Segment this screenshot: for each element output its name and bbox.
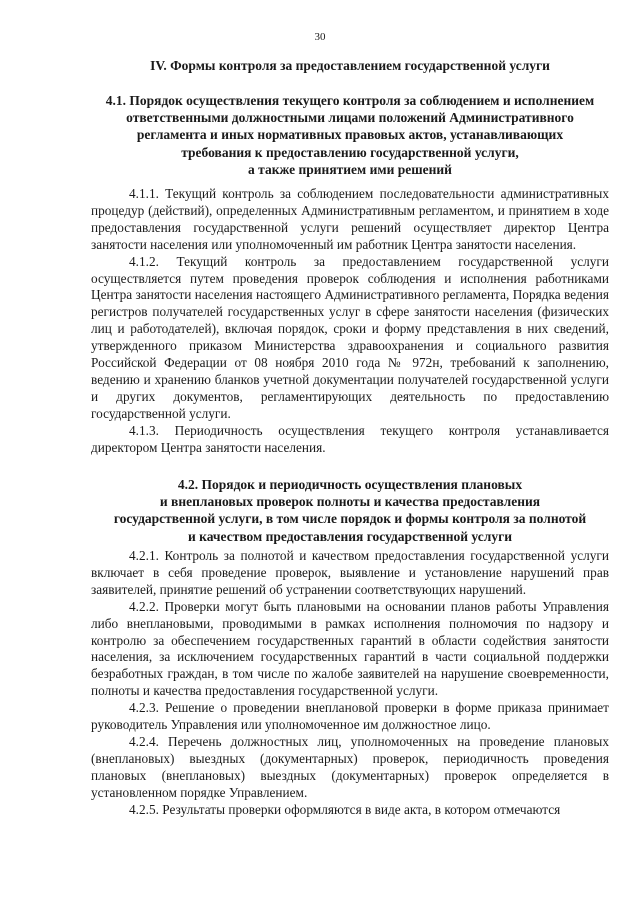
heading-line: регламента и иных нормативных правовых актов, устанавливающих	[136, 127, 564, 143]
heading-line: а также принятием ими решений	[248, 161, 452, 177]
heading-line: 4.2. Порядок и периодичность осуществления плановых	[177, 477, 523, 492]
paragraph-4-2-3: 4.2.3. Решение о проведении внеплановой проверки в форме приказа принимает руководитель Управления или уполномоченное им должностное лицо.	[91, 700, 609, 733]
paragraph-4-1-1: 4.1.1. Текущий контроль за соблюдением последовательности административных процедур (действий), определенных Административным регламентом, и принятием в ходе предоставления государственной услуги решений осуществляет директор Центра занятости населения или уполномоченный им работник Центра занятости населения.	[91, 186, 609, 252]
heading-line: ответственными должностными лицами положений Административного	[126, 110, 574, 126]
subsection-4-2-heading	[91, 476, 609, 545]
subsection-4-1-body	[91, 186, 609, 457]
heading-line: государственной услуги, в том числе порядок и формы контроля за полнотой	[113, 511, 587, 527]
heading-line: и качеством предоставления государственной услуги	[188, 528, 512, 544]
subsection-4-1-heading	[91, 92, 609, 178]
page-number: 30	[314, 31, 326, 43]
paragraph-4-2-5: 4.2.5. Результаты проверки оформляются в виде акта, в котором отмечаются	[129, 801, 561, 817]
section-title: IV. Формы контроля за предоставлением государственной услуги	[150, 58, 550, 73]
paragraph-4-1-2: 4.1.2. Текущий контроль за предоставлением государственной услуги осуществляется путем проведения проверок соблюдения и исполнения работниками Центра занятости населения настоящего Административного регламента, Порядка ведения регистров получателей государственных услуг в сфере занятости населения (физических лиц и работодателей), включая порядок, сроки и форму представления в них сведений, утвержденного приказом Министерства здравоохранения и социального развития Российской Федерации от 08 ноября 2010 года № 972н, требований к заполнению, ведению и хранению бланков учетной документации получателей государственной услуги и других документов, регламентирующих деятельность по предоставлению государственной услуги.	[91, 253, 609, 421]
subsection-4-2-body	[91, 548, 609, 819]
heading-line: требования к предоставлению государственной услуги,	[181, 144, 519, 160]
heading-line: 4.1. Порядок осуществления текущего контроля за соблюдением и исполнением	[105, 93, 595, 108]
paragraph-4-2-4: 4.2.4. Перечень должностных лиц, уполномоченных на проведение плановых (внеплановых) выездных (документарных) проверок, периодичность проведения плановых (внеплановых) выездных (документарных) проверок определяется в установленном порядке Управлением.	[91, 733, 609, 800]
paragraph-4-2-2: 4.2.2. Проверки могут быть плановыми на основании планов работы Управления либо внеплановыми, проводимыми в рамках исполнения полномочия по надзору и контролю за обеспечением государственных гарантий в области содействия занятости населения, за исключением государственных гарантий в части социальной поддержки безработных граждан, в том числе по жалобе заявителей на нарушение своевременности, полноты и качества предоставления государственной услуги.	[91, 598, 609, 699]
heading-line: и внеплановых проверок полноты и качества предоставления	[159, 494, 541, 510]
paragraph-4-2-1: 4.2.1. Контроль за полнотой и качеством предоставления государственной услуги включает в себя проведение проверок, выявление и установление нарушений прав заявителей, принятие решений об устранении соответствующих нарушений.	[91, 548, 609, 597]
paragraph-4-1-3: 4.1.3. Периодичность осуществления текущего контроля устанавливается директором Центра занятости населения.	[91, 422, 609, 455]
